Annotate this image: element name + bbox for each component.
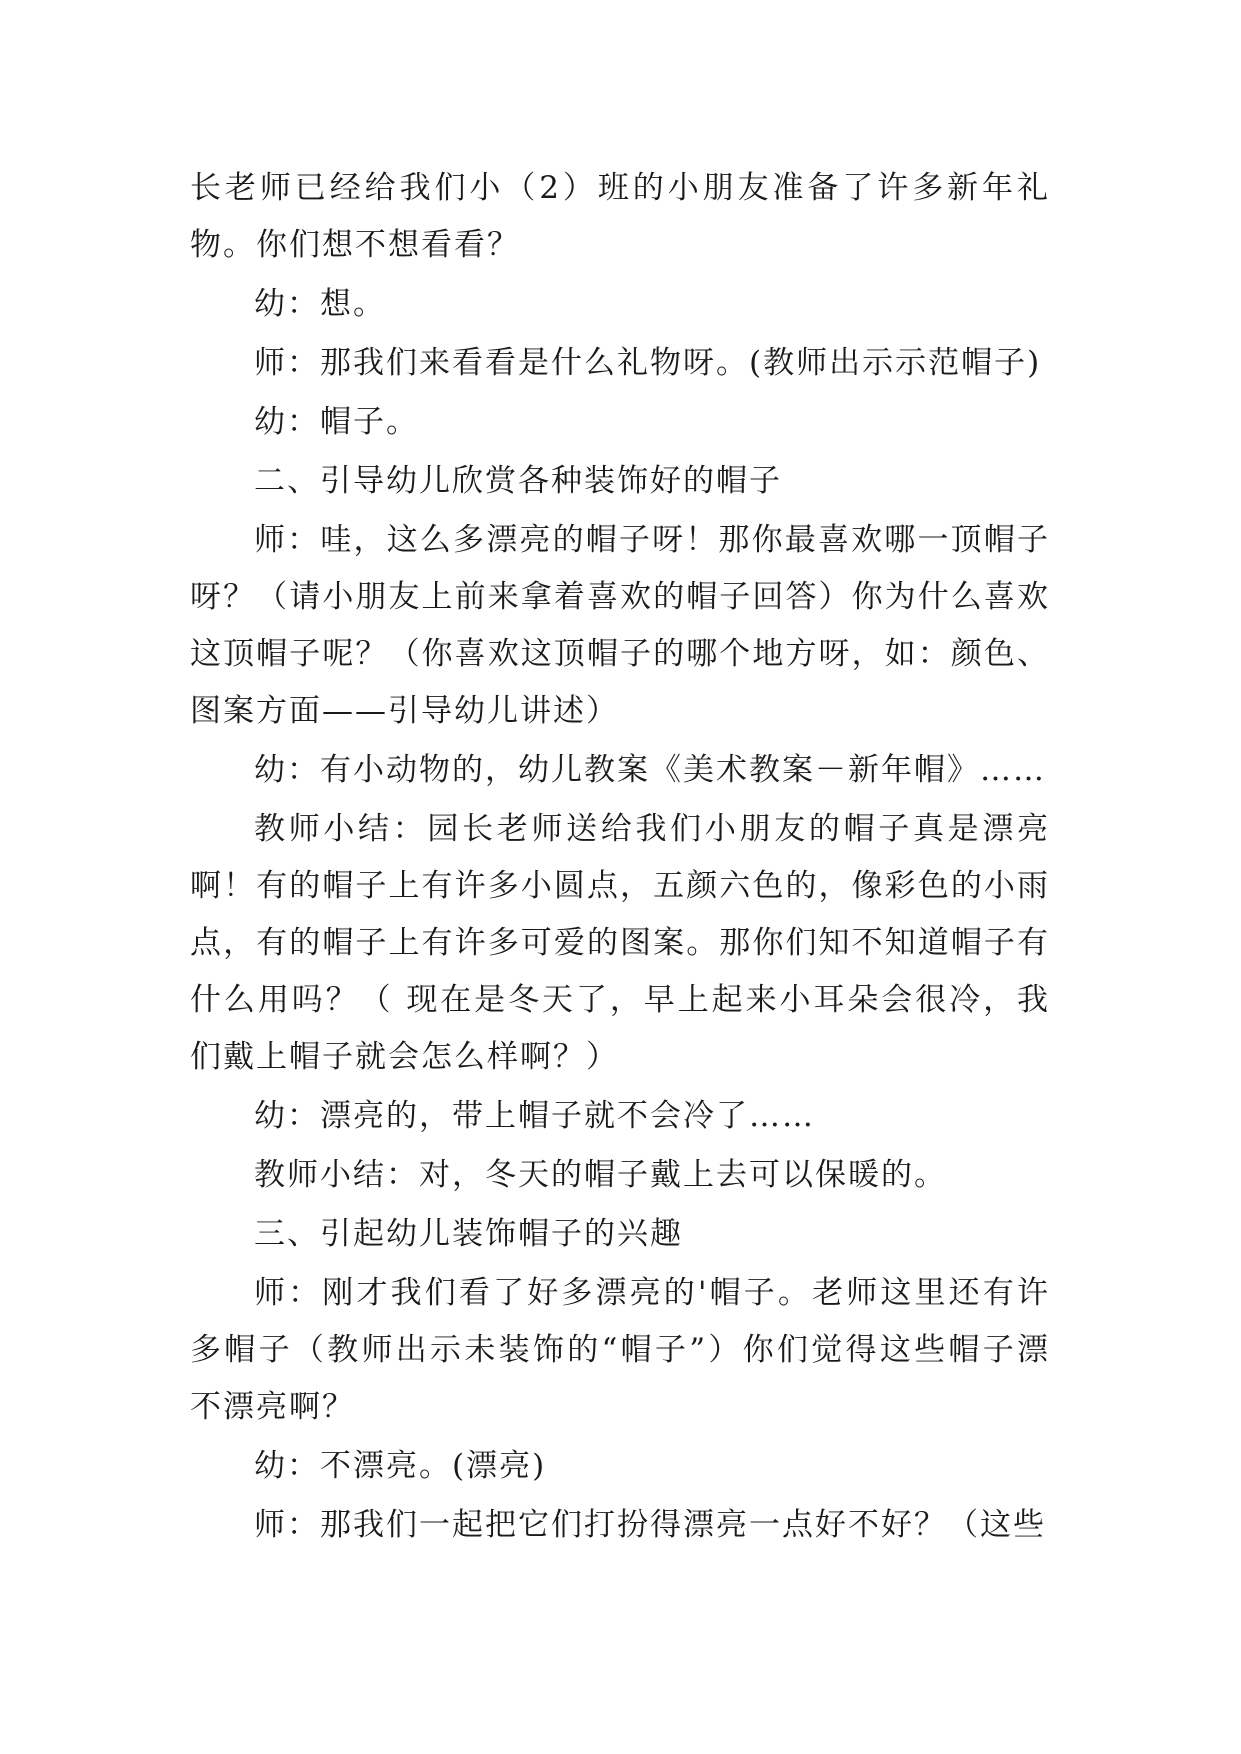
paragraph-10: 教师小结：对，冬天的帽子戴上去可以保暖的。 [254,1157,947,1193]
paragraph-2: 幼：想。 [254,286,386,322]
paragraph-14: 师：那我们一起把它们打扮得漂亮一点好不好？（这些 [254,1507,1046,1543]
paragraph-13: 幼：不漂亮。(漂亮) [254,1448,547,1484]
section-heading-3: 三、引起幼儿装饰帽子的兴趣 [254,1216,683,1252]
section-heading-2: 二、引导幼儿欣赏各种装饰好的帽子 [254,463,782,499]
document-body [190,160,1050,1556]
paragraph-3: 师：那我们来看看是什么礼物呀。(教师出示示范帽子) [254,345,1042,381]
paragraph-6: 师：哇，这么多漂亮的帽子呀！那你最喜欢哪一顶帽子呀？（请小朋友上前来拿着喜欢的帽子回答）你为什么喜欢这顶帽子呢？（你喜欢这顶帽子的哪个地方呀，如：颜色、图案方面——引导幼儿讲述） [190,522,1050,729]
paragraph-8: 教师小结：园长老师送给我们小朋友的帽子真是漂亮啊！有的帽子上有许多小圆点，五颜六色的，像彩色的小雨点，有的帽子上有许多可爱的图案。那你们知不知道帽子有什么用吗？（ 现在是冬天了，早上起来小耳朵会很冷，我们戴上帽子就会怎么样啊？） [190,811,1050,1075]
paragraph-12: 师：刚才我们看了好多漂亮的'帽子。老师这里还有许多帽子（教师出示未装饰的“帽子”）你们觉得这些帽子漂不漂亮啊？ [190,1275,1050,1425]
paragraph-7: 幼：有小动物的，幼儿教案《美术教案－新年帽》…… [254,752,1046,788]
paragraph-4: 幼：帽子。 [254,404,419,440]
paragraph-9: 幼：漂亮的，带上帽子就不会冷了…… [254,1098,815,1134]
paragraph-1: 长老师已经给我们小（2）班的小朋友准备了许多新年礼物。你们想不想看看？ [190,170,1050,263]
